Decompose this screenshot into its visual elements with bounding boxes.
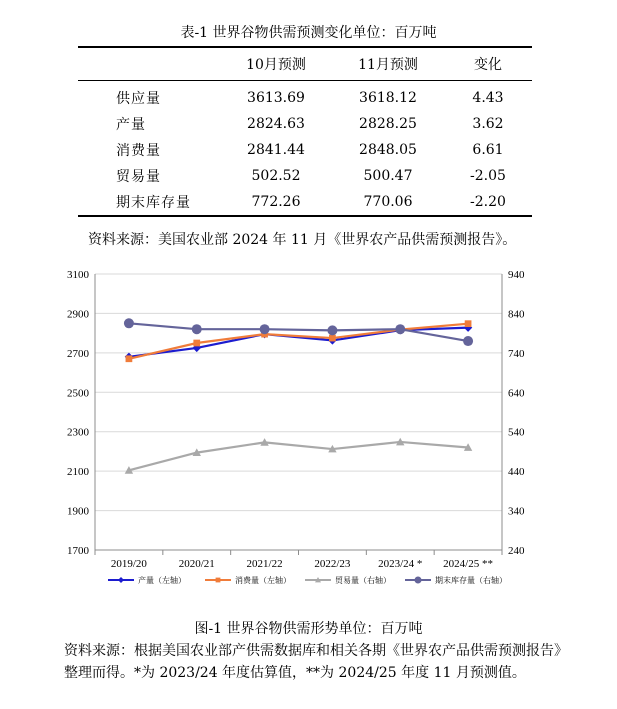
change-value: 3.62 bbox=[472, 116, 504, 132]
change-value: 4.43 bbox=[472, 90, 504, 106]
x-tick-label: 2022/23 bbox=[314, 558, 351, 570]
note-line-2: 整理而得。*为 2023/24 年度估算值，**为 2024/25 年度 11 月预测值。 bbox=[64, 665, 526, 681]
y-right-tick-label: 840 bbox=[508, 308, 525, 321]
y-right-tick-label: 940 bbox=[508, 269, 525, 281]
y-left-tick-label: 1700 bbox=[67, 545, 89, 557]
x-tick-label: 2023/24 * bbox=[378, 558, 423, 570]
legend-marker bbox=[216, 578, 221, 583]
series-point-1 bbox=[193, 340, 200, 347]
row-label: 期末库存量 bbox=[78, 189, 220, 216]
series-point-3 bbox=[327, 325, 337, 335]
row-label: 供应量 bbox=[116, 91, 161, 107]
chart-container bbox=[0, 258, 617, 592]
x-tick-label: 2019/20 bbox=[110, 558, 147, 570]
oct-value: 2841.44 bbox=[247, 142, 305, 158]
series-line-2 bbox=[129, 442, 468, 470]
line-chart bbox=[0, 258, 617, 588]
header-oct: 10月预测 bbox=[220, 47, 332, 81]
series-point-3 bbox=[463, 336, 473, 346]
legend-marker bbox=[415, 577, 422, 584]
table-row bbox=[78, 81, 532, 112]
row-label: 产量 bbox=[116, 117, 146, 133]
nov-value: 2828.25 bbox=[359, 116, 417, 132]
series-point-3 bbox=[395, 324, 405, 334]
y-left-tick-label: 2700 bbox=[67, 347, 89, 360]
header-nov: 11月预测 bbox=[332, 47, 444, 81]
legend-marker bbox=[118, 577, 124, 583]
y-left-tick-label: 1900 bbox=[67, 505, 89, 518]
legend-label: 期末库存量（右轴） bbox=[435, 576, 507, 585]
series-point-1 bbox=[329, 335, 336, 342]
note-line-1: 资料来源：根据美国农业部产供需数据库和相关各期《世界农产品供需预测报告》 bbox=[64, 643, 568, 659]
series-point-3 bbox=[124, 318, 134, 328]
table-caption: 表-1 世界谷物供需预测变化单位：百万吨 bbox=[180, 25, 437, 41]
table-row bbox=[78, 111, 532, 137]
change-value: 6.61 bbox=[472, 142, 504, 158]
oct-value: 772.26 bbox=[220, 189, 332, 216]
y-left-tick-label: 2500 bbox=[67, 387, 89, 400]
chart-caption: 图-1 世界谷物供需形势单位：百万吨 bbox=[194, 621, 423, 637]
oct-value: 502.52 bbox=[251, 168, 301, 184]
series-point-3 bbox=[260, 324, 270, 334]
nov-value: 2848.05 bbox=[359, 142, 417, 158]
row-label: 贸易量 bbox=[116, 169, 161, 185]
y-left-tick-label: 2300 bbox=[67, 426, 89, 439]
series-point-1 bbox=[465, 320, 472, 327]
series-point-3 bbox=[192, 324, 202, 334]
table-source-note: 资料来源：美国农业部 2024 年 11 月《世界农产品供需预测报告》。 bbox=[88, 232, 517, 248]
header-blank bbox=[78, 47, 220, 81]
table-row bbox=[78, 163, 532, 189]
y-right-tick-label: 740 bbox=[508, 347, 525, 360]
x-tick-label: 2024/25 ** bbox=[443, 558, 493, 570]
y-right-tick-label: 340 bbox=[508, 505, 525, 518]
nov-value: 500.47 bbox=[363, 168, 413, 184]
row-label: 消费量 bbox=[116, 143, 161, 159]
table-row bbox=[78, 189, 532, 216]
legend-label: 产量（左轴） bbox=[138, 576, 186, 585]
y-left-tick-label: 2900 bbox=[67, 308, 89, 321]
oct-value: 2824.63 bbox=[247, 116, 305, 132]
y-right-tick-label: 540 bbox=[508, 426, 525, 439]
table-header-row bbox=[78, 47, 532, 81]
header-change: 变化 bbox=[444, 47, 532, 81]
y-right-tick-label: 640 bbox=[508, 387, 525, 400]
series-point-1 bbox=[126, 355, 133, 362]
change-value: -2.20 bbox=[444, 189, 532, 216]
nov-value: 770.06 bbox=[332, 189, 444, 216]
nov-value: 3618.12 bbox=[359, 90, 417, 106]
chart-source-note bbox=[64, 640, 594, 684]
legend-label: 贸易量（右轴） bbox=[335, 576, 391, 585]
change-value: -2.05 bbox=[470, 168, 506, 184]
supply-demand-table bbox=[78, 46, 532, 217]
oct-value: 3613.69 bbox=[247, 90, 305, 106]
legend-label: 消费量（左轴） bbox=[235, 576, 291, 585]
y-right-tick-label: 240 bbox=[508, 545, 525, 557]
x-tick-label: 2020/21 bbox=[178, 558, 215, 570]
y-left-tick-label: 3100 bbox=[67, 269, 89, 281]
y-right-tick-label: 440 bbox=[508, 466, 525, 479]
y-left-tick-label: 2100 bbox=[67, 466, 89, 479]
x-tick-label: 2021/22 bbox=[246, 558, 283, 570]
table-row bbox=[78, 137, 532, 163]
